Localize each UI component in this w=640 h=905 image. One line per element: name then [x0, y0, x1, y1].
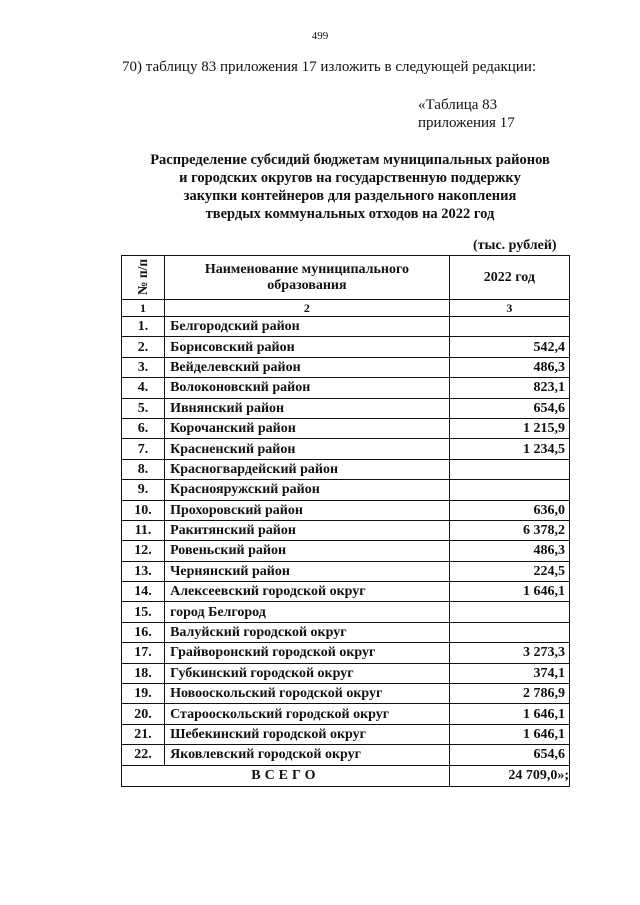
table-row [122, 439, 570, 459]
row-name: Губкинский городской округ [165, 663, 450, 683]
header-year: 2022 год [449, 256, 569, 300]
row-value: 636,0 [449, 500, 569, 520]
row-number: 10. [122, 500, 165, 520]
table-row [122, 561, 570, 581]
page-number: 499 [311, 30, 329, 42]
row-number: 14. [122, 582, 165, 602]
row-name: Ивнянский район [165, 398, 450, 418]
header-num-label: № п/п [135, 258, 151, 296]
row-name: Новооскольский городской округ [165, 684, 450, 704]
table-row [122, 357, 570, 377]
col-index: 3 [449, 300, 569, 317]
row-name: Шебекинский городской округ [165, 724, 450, 744]
column-index-row [122, 300, 570, 317]
table-row [122, 745, 570, 765]
col-index: 2 [165, 300, 450, 317]
row-value: 654,6 [449, 398, 569, 418]
row-name: Ровеньский район [165, 541, 450, 561]
row-name: Корочанский район [165, 418, 450, 438]
row-value [449, 480, 569, 500]
row-number: 22. [122, 745, 165, 765]
row-value [449, 622, 569, 642]
row-number: 5. [122, 398, 165, 418]
header-row [122, 256, 570, 300]
row-number: 9. [122, 480, 165, 500]
row-number: 6. [122, 418, 165, 438]
row-value: 486,3 [449, 541, 569, 561]
row-name: Волоконовский район [165, 378, 450, 398]
total-value: 24 709,0»; [449, 765, 569, 786]
row-name: Красногвардейский район [165, 459, 450, 479]
row-value: 6 378,2 [449, 520, 569, 540]
total-row [122, 765, 570, 786]
table-row [122, 418, 570, 438]
title-line: Распределение субсидий бюджетам муниципальных районов [150, 152, 550, 168]
row-number: 3. [122, 357, 165, 377]
row-number: 2. [122, 337, 165, 357]
row-value: 2 786,9 [449, 684, 569, 704]
table-row [122, 459, 570, 479]
row-name: Яковлевский городской округ [165, 745, 450, 765]
row-value: 542,4 [449, 337, 569, 357]
title-line: твердых коммунальных отходов на 2022 год [205, 206, 495, 222]
table-row [122, 317, 570, 337]
row-name: Красненский район [165, 439, 450, 459]
units-label: (тыс. рублей) [473, 238, 557, 253]
table-reference [418, 96, 515, 132]
row-name: Борисовский район [165, 337, 450, 357]
table-row [122, 541, 570, 561]
row-number: 21. [122, 724, 165, 744]
table-row [122, 520, 570, 540]
table-row [122, 398, 570, 418]
row-value: 823,1 [449, 378, 569, 398]
table-row [122, 724, 570, 744]
row-value [449, 602, 569, 622]
title-line: и городских округов на государственную поддержку [179, 170, 521, 186]
col-index: 1 [122, 300, 165, 317]
row-number: 11. [122, 520, 165, 540]
table-row [122, 704, 570, 724]
row-value: 224,5 [449, 561, 569, 581]
table-row [122, 378, 570, 398]
row-number: 12. [122, 541, 165, 561]
row-name: Алексеевский городской округ [165, 582, 450, 602]
intro-text: 70) таблицу 83 приложения 17 изложить в следующей редакции: [122, 59, 537, 75]
row-name: Прохоровский район [165, 500, 450, 520]
subsidy-table [121, 255, 570, 787]
row-number: 18. [122, 663, 165, 683]
table-ref-line2: приложения 17 [418, 115, 515, 131]
row-number: 15. [122, 602, 165, 622]
row-name: Валуйский городской округ [165, 622, 450, 642]
table-row [122, 602, 570, 622]
row-value: 654,6 [449, 745, 569, 765]
table-row [122, 500, 570, 520]
row-name: Краснояружский район [165, 480, 450, 500]
row-name: Старооскольский городской округ [165, 704, 450, 724]
row-value [449, 317, 569, 337]
title-line: закупки контейнеров для раздельного накопления [183, 188, 517, 204]
row-value: 1 646,1 [449, 582, 569, 602]
table-row [122, 663, 570, 683]
table-row [122, 337, 570, 357]
document-title [60, 151, 640, 223]
table-row [122, 480, 570, 500]
row-name: Грайворонский городской округ [165, 643, 450, 663]
header-num [122, 256, 165, 300]
row-name: Ракитянский район [165, 520, 450, 540]
table-ref-line1: «Таблица 83 [418, 97, 498, 113]
row-number: 8. [122, 459, 165, 479]
row-value: 486,3 [449, 357, 569, 377]
row-number: 1. [122, 317, 165, 337]
row-name: город Белгород [165, 602, 450, 622]
row-number: 13. [122, 561, 165, 581]
row-number: 20. [122, 704, 165, 724]
row-number: 4. [122, 378, 165, 398]
row-number: 17. [122, 643, 165, 663]
row-value [449, 459, 569, 479]
row-name: Белгородский район [165, 317, 450, 337]
row-number: 7. [122, 439, 165, 459]
row-value: 1 234,5 [449, 439, 569, 459]
table-row [122, 643, 570, 663]
row-number: 19. [122, 684, 165, 704]
total-label: ВСЕГО [122, 765, 450, 786]
row-name: Чернянский район [165, 561, 450, 581]
row-value: 374,1 [449, 663, 569, 683]
table-row [122, 684, 570, 704]
header-name: Наименование муниципального образования [165, 256, 450, 300]
row-value: 1 215,9 [449, 418, 569, 438]
table-row [122, 622, 570, 642]
row-name: Вейделевский район [165, 357, 450, 377]
row-value: 1 646,1 [449, 724, 569, 744]
row-value: 3 273,3 [449, 643, 569, 663]
row-number: 16. [122, 622, 165, 642]
table-row [122, 582, 570, 602]
row-value: 1 646,1 [449, 704, 569, 724]
